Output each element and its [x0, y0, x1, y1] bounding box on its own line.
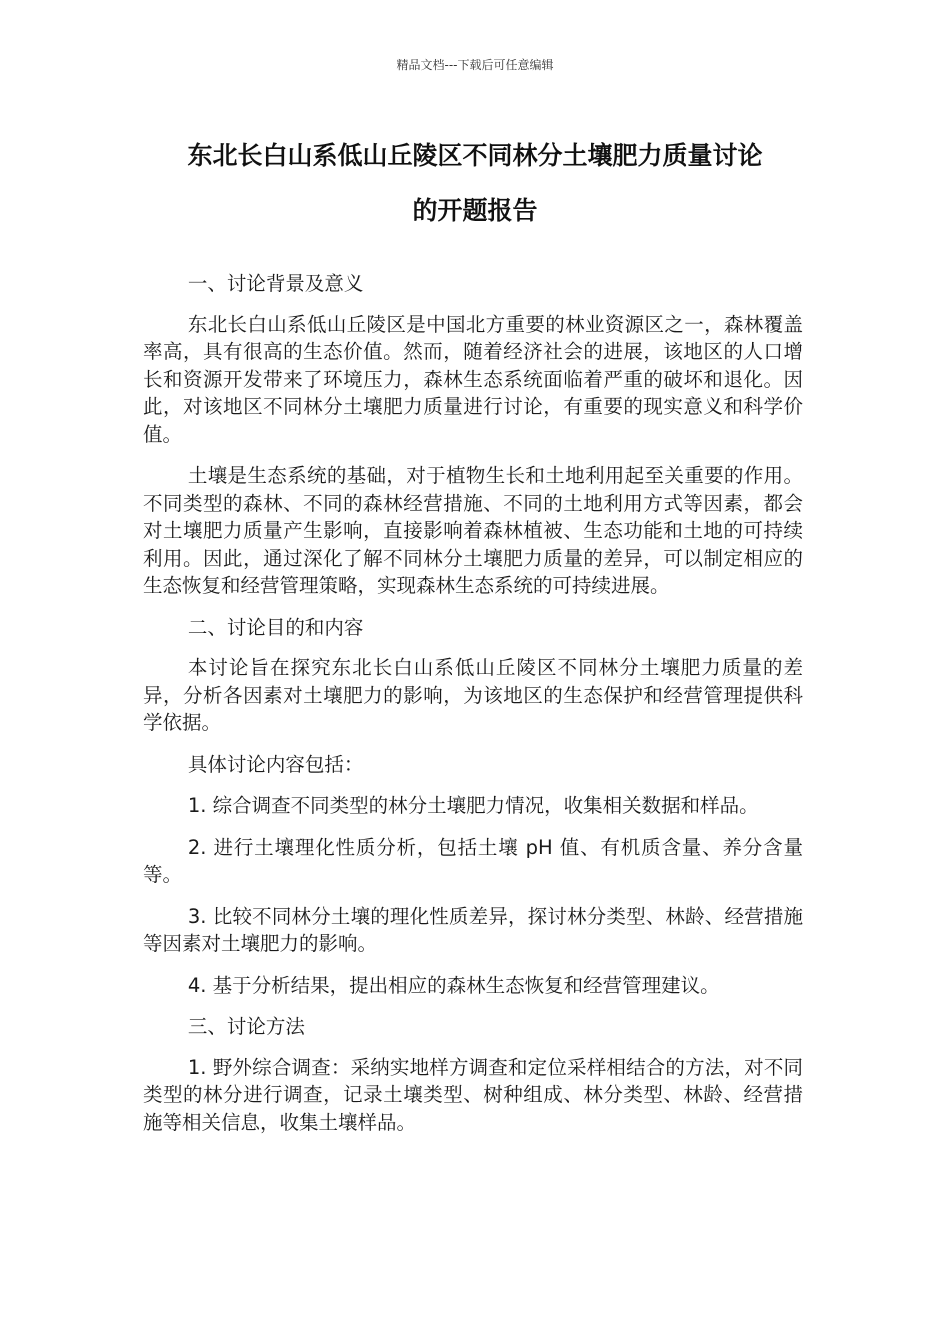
- section-3-heading: 三、讨论方法: [187, 1015, 305, 1038]
- section-2-paragraph-2: 具体讨论内容包括：: [187, 752, 364, 776]
- document-title-line-2: 的开题报告: [412, 196, 538, 225]
- section-2-list-item-3: 3. 比较不同林分土壤的理化性质差异，探讨林分类型、林龄、经营措施等因素对土壤肥力的影响。: [143, 904, 803, 955]
- section-2-paragraph-1: 本讨论旨在探究东北长白山系低山丘陵区不同林分土壤肥力质量的差异，分析各因素对土壤肥力的影响，为该地区的生态保护和经营管理提供科学依据。: [143, 656, 803, 734]
- document-body: [143, 270, 803, 1150]
- document-title-line-1: 东北长白山系低山丘陵区不同林分土壤肥力质量讨论: [187, 141, 763, 170]
- section-2-heading: 二、讨论目的和内容: [187, 615, 364, 639]
- section-3-list-item-1: 1. 野外综合调查：采纳实地样方调查和定位采样相结合的方法，对不同类型的林分进行调查，记录土壤类型、树种组成、林分类型、林龄、经营措施等相关信息，收集土壤样品。: [143, 1055, 803, 1134]
- section-2-list-item-2: 2. 进行土壤理化性质分析，包括土壤 pH 值、有机质含量、养分含量等。: [143, 835, 803, 886]
- section-2-list-item-4: 4. 基于分析结果，提出相应的森林生态恢复和经营管理建议。: [187, 973, 720, 997]
- section-1-heading: 一、讨论背景及意义: [187, 272, 364, 295]
- section-1-paragraph-1: 东北长白山系低山丘陵区是中国北方重要的林业资源区之一，森林覆盖率高，具有很高的生态价值。然而，随着经济社会的进展，该地区的人口增长和资源开发带来了环境压力，森林生态系统面临着严重的破坏和退化。因此，对该地区不同林分土壤肥力质量进行讨论，有重要的现实意义和科学价值。: [143, 312, 803, 446]
- header-note: 精品文档---下载后可任意编辑: [396, 58, 554, 72]
- section-1-paragraph-2: 土壤是生态系统的基础，对于植物生长和土地利用起至关重要的作用。不同类型的森林、不同的森林经营措施、不同的土地利用方式等因素，都会对土壤肥力质量产生影响，直接影响着森林植被、生态功能和土地的可持续利用。因此，通过深化了解不同林分土壤肥力质量的差异，可以制定相应的生态恢复和经营管理策略，实现森林生态系统的可持续进展。: [143, 464, 803, 597]
- section-2-list-item-1: 1. 综合调查不同类型的林分土壤肥力情况，收集相关数据和样品。: [187, 794, 759, 817]
